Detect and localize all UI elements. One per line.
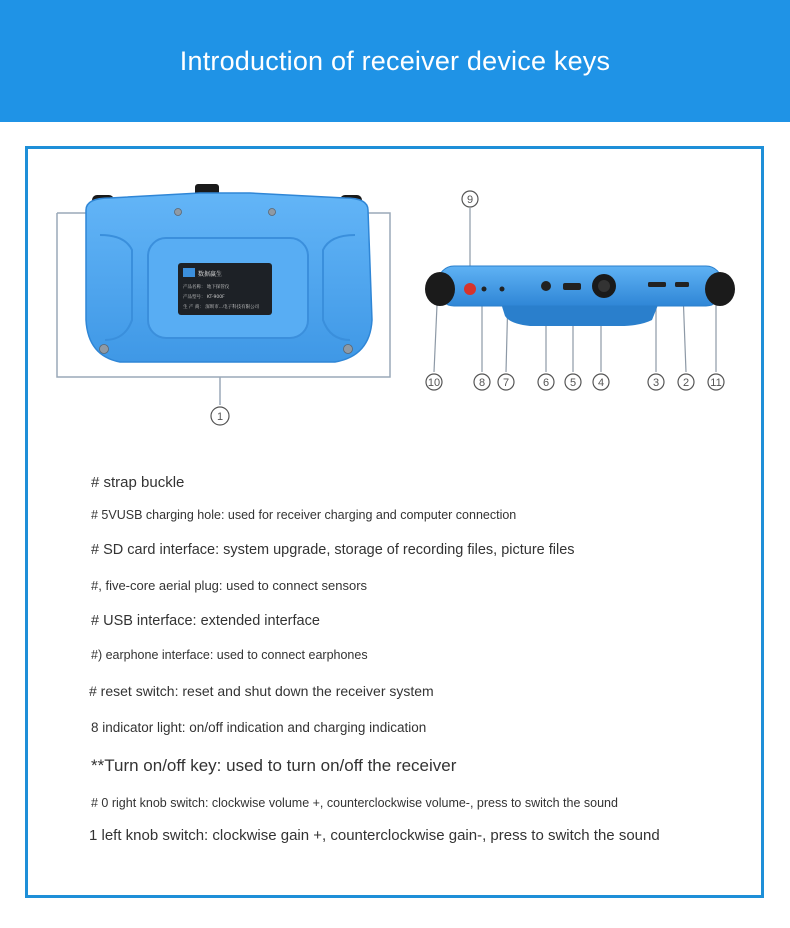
device-side-view (425, 208, 735, 372)
legend-item: # reset switch: reset and shut down the receiver system (89, 683, 434, 699)
legend-item: 8 indicator light: on/off indication and charging indication (91, 720, 427, 735)
svg-text:11: 11 (710, 377, 722, 389)
svg-text:5: 5 (569, 377, 577, 389)
svg-text:6: 6 (542, 377, 550, 389)
callout-4 (593, 374, 609, 390)
page-title: Introduction of receiver device keys (179, 45, 611, 76)
svg-text:7: 7 (502, 377, 510, 389)
plate-line-3: 生 产 商： 深圳市...电子科技有限公司 (183, 305, 260, 310)
callout-11 (708, 374, 724, 390)
device-front-view (57, 184, 390, 405)
legend-item: # USB interface: extended interface (91, 613, 320, 629)
plate-line-2: 产品型号： KT-900F (183, 295, 225, 300)
legend-item: #, five-core aerial plug: used to connect sensors (91, 578, 368, 593)
legend-item: # SD card interface: system upgrade, storage of recording files, picture files (91, 542, 575, 558)
callout-8 (474, 374, 490, 390)
svg-text:9: 9 (466, 194, 474, 206)
legend-item: **Turn on/off key: used to turn on/off the receiver (91, 756, 457, 775)
legend-item: # 5VUSB charging hole: used for receiver charging and computer connection (91, 508, 517, 522)
plate-brand: 数据赢生 (198, 271, 223, 278)
legend-item: # 0 right knob switch: clockwise volume +, counterclockwise volume-, press to switch the sound (91, 796, 618, 810)
legend-item: 1 left knob switch: clockwise gain +, counterclockwise gain-, press to switch the sound (89, 827, 660, 844)
plate-line-1: 产品名称： 地下探管仪 (183, 285, 230, 290)
callout-2 (678, 374, 694, 390)
legend-item: # strap buckle (91, 474, 185, 491)
callout-3 (648, 374, 664, 390)
callout-7 (498, 374, 514, 390)
callout-9 (462, 191, 478, 207)
callout-1 (211, 407, 229, 425)
svg-text:4: 4 (597, 377, 605, 389)
svg-text:8: 8 (478, 377, 486, 389)
legend-item: #) earphone interface: used to connect earphones (91, 648, 368, 662)
svg-text:10: 10 (427, 377, 441, 389)
callout-5 (565, 374, 581, 390)
svg-text:1: 1 (216, 411, 224, 423)
svg-text:3: 3 (652, 377, 660, 389)
callout-6 (538, 374, 554, 390)
svg-text:2: 2 (682, 377, 690, 389)
callout-10 (426, 374, 442, 390)
